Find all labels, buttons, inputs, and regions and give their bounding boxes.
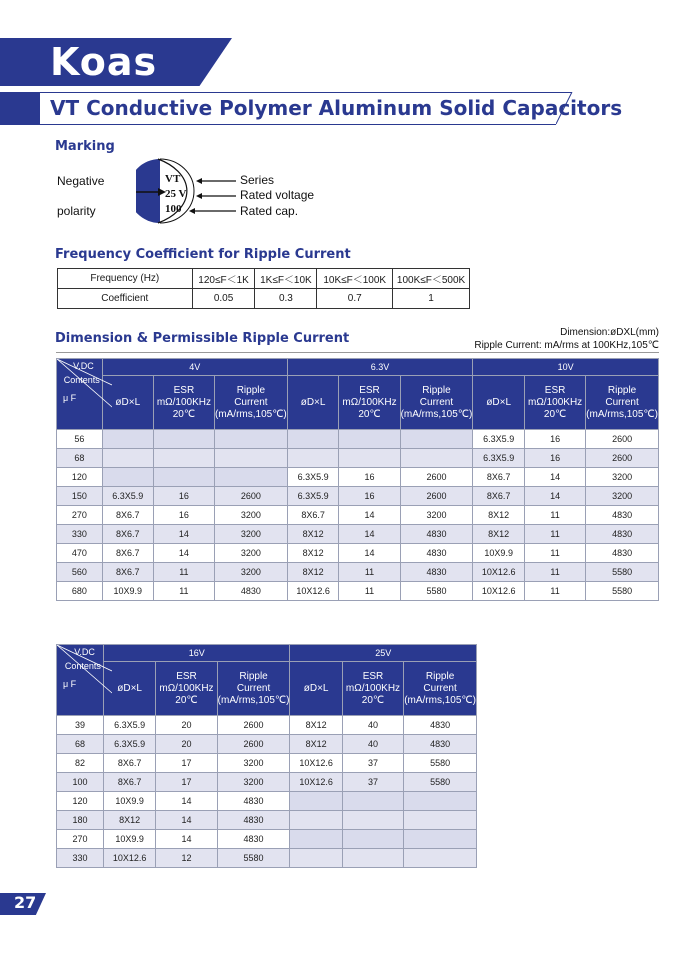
table-row — [57, 544, 659, 563]
negative-label: Negative — [57, 174, 105, 188]
page-title: VT Conductive Polymer Aluminum Solid Capacitors — [50, 96, 623, 120]
corner-vdc-label: V.DC — [73, 361, 94, 371]
voltage-header: 25V — [290, 645, 477, 662]
table-row — [57, 792, 477, 811]
ripple-cell — [214, 430, 287, 449]
dimension-cell: 8X6.7 — [102, 506, 153, 525]
coef-cell: 0.05 — [192, 289, 255, 309]
esr-cell: 16 — [339, 487, 400, 506]
esr-cell: 12 — [156, 849, 217, 868]
title-accent-block — [0, 93, 40, 124]
ripple-cell: 3200 — [214, 506, 287, 525]
esr-cell: 14 — [339, 544, 400, 563]
dimension-cell: 8X6.7 — [103, 754, 155, 773]
ripple-col-header: Ripple Current (mA/rms,105℃) — [400, 376, 473, 430]
dimension-cell: 8X6.7 — [287, 506, 339, 525]
dimension-cell: 10X9.9 — [103, 792, 155, 811]
ripple-cell: 5580 — [404, 773, 477, 792]
esr-cell: 11 — [525, 506, 586, 525]
ripple-cell — [214, 468, 287, 487]
ripple-cell — [400, 430, 473, 449]
esr-cell — [342, 830, 403, 849]
table-row — [57, 449, 659, 468]
esr-cell: 16 — [525, 430, 586, 449]
dimension-cell: 10X9.9 — [102, 582, 153, 601]
esr-cell: 14 — [339, 525, 400, 544]
ripple-cell: 2600 — [400, 468, 473, 487]
dimension-cell: 8X12 — [287, 544, 339, 563]
dimension-cell: 8X6.7 — [102, 525, 153, 544]
capacitance-cell: 56 — [57, 430, 103, 449]
esr-col-header: ESR mΩ/100KHz 20℃ — [342, 662, 403, 716]
ripple-cell: 2600 — [586, 449, 659, 468]
dimension-cell: 8X12 — [290, 716, 342, 735]
ripple-cell: 4830 — [586, 506, 659, 525]
dimension-cell: 8X12 — [473, 525, 525, 544]
freq-heading: Frequency Coefficient for Ripple Current — [55, 247, 351, 262]
capacitance-cell: 180 — [57, 811, 104, 830]
dimension-cell: 6.3X5.9 — [287, 487, 339, 506]
table-row — [57, 735, 477, 754]
ripple-cell: 3200 — [214, 544, 287, 563]
capacitance-cell: 330 — [57, 525, 103, 544]
table-row — [57, 582, 659, 601]
dimension-cell: 6.3X5.9 — [287, 468, 339, 487]
table-corner-header — [57, 645, 104, 716]
esr-col-header: ESR mΩ/100KHz 20℃ — [153, 376, 214, 430]
esr-cell: 40 — [342, 735, 403, 754]
corner-contents-label: Contents — [64, 661, 101, 671]
dimension-note: Dimension:øDXL(mm) — [560, 327, 659, 338]
table-row — [57, 525, 659, 544]
esr-cell: 14 — [525, 487, 586, 506]
voltage-header: 16V — [103, 645, 290, 662]
dimension-cell: 8X12 — [103, 811, 155, 830]
esr-cell — [153, 430, 214, 449]
dimension-cell: 10X9.9 — [473, 544, 525, 563]
dimension-cell: 10X12.6 — [103, 849, 155, 868]
ripple-cell: 5580 — [404, 754, 477, 773]
page-number: 27 — [14, 893, 37, 912]
corner-vdc-label: V.DC — [74, 647, 95, 657]
esr-cell: 14 — [156, 811, 217, 830]
dimension-cell: 8X12 — [290, 735, 342, 754]
dimension-cell — [290, 811, 342, 830]
dimension-col-header: øD×L — [102, 376, 153, 430]
dimension-divider — [56, 352, 659, 353]
ripple-cell: 3200 — [586, 487, 659, 506]
ripple-note: Ripple Current: mA/rms at 100KHz,105℃ — [474, 340, 659, 351]
esr-cell: 20 — [156, 716, 217, 735]
capacitance-cell: 120 — [57, 792, 104, 811]
dimension-col-header: øD×L — [473, 376, 525, 430]
ripple-cell — [404, 830, 477, 849]
ripple-cell: 2600 — [214, 487, 287, 506]
table-row — [57, 487, 659, 506]
capacitance-cell: 330 — [57, 849, 104, 868]
dimension-cell: 10X12.6 — [290, 754, 342, 773]
esr-cell: 16 — [153, 506, 214, 525]
series-label: Series — [240, 173, 275, 187]
dimension-cell — [290, 792, 342, 811]
dimension-cell: 8X6.7 — [103, 773, 155, 792]
corner-uf-label: μ F — [63, 679, 77, 689]
dimension-cell: 6.3X5.9 — [103, 735, 155, 754]
table-row — [57, 773, 477, 792]
ripple-cell: 3200 — [214, 563, 287, 582]
coef-cell: 0.7 — [317, 289, 393, 309]
dimension-cell: 8X6.7 — [102, 544, 153, 563]
ripple-cell — [214, 449, 287, 468]
dimension-cell: 8X12 — [473, 506, 525, 525]
title-rule-top — [0, 92, 572, 93]
ripple-cell: 2600 — [586, 430, 659, 449]
esr-cell: 14 — [339, 506, 400, 525]
freq-range-cell: 100K≤F＜500K — [393, 269, 470, 289]
freq-range-cell: 1K≤F＜10K — [255, 269, 317, 289]
ripple-cell — [404, 792, 477, 811]
table-row — [57, 563, 659, 582]
freq-range-cell: 10K≤F＜100K — [317, 269, 393, 289]
esr-cell: 11 — [525, 525, 586, 544]
dimension-col-header: øD×L — [103, 662, 155, 716]
esr-cell: 16 — [525, 449, 586, 468]
dimension-heading: Dimension & Permissible Ripple Current — [55, 331, 350, 346]
dimension-col-header: øD×L — [287, 376, 339, 430]
ripple-cell: 4830 — [214, 582, 287, 601]
table-row — [57, 468, 659, 487]
esr-col-header: ESR mΩ/100KHz 20℃ — [156, 662, 217, 716]
esr-cell: 14 — [156, 830, 217, 849]
ripple-cell: 3200 — [214, 525, 287, 544]
dimension-col-header: øD×L — [290, 662, 342, 716]
ripple-cell: 3200 — [586, 468, 659, 487]
ripple-cell: 4830 — [586, 544, 659, 563]
table-row — [57, 716, 477, 735]
ripple-cell: 4830 — [586, 525, 659, 544]
dimension-cell — [102, 430, 153, 449]
ripple-cell — [404, 849, 477, 868]
dimension-cell — [102, 449, 153, 468]
freq-row-label: Frequency (Hz) — [58, 269, 193, 289]
esr-col-header: ESR mΩ/100KHz 20℃ — [525, 376, 586, 430]
capacitance-cell: 560 — [57, 563, 103, 582]
ripple-cell: 3200 — [217, 754, 290, 773]
esr-cell: 16 — [339, 468, 400, 487]
dimension-cell: 8X12 — [287, 563, 339, 582]
ripple-col-header: Ripple Current (mA/rms,105℃) — [586, 376, 659, 430]
esr-cell — [342, 792, 403, 811]
voltage-header: 4V — [102, 359, 287, 376]
polarity-label: polarity — [57, 204, 96, 218]
dimension-cell — [287, 430, 339, 449]
esr-cell: 11 — [153, 563, 214, 582]
esr-cell: 11 — [339, 582, 400, 601]
esr-cell: 37 — [342, 773, 403, 792]
ripple-col-header: Ripple Current (mA/rms,105℃) — [404, 662, 477, 716]
dimension-cell: 6.3X5.9 — [473, 430, 525, 449]
esr-cell: 14 — [153, 544, 214, 563]
capacitance-cell: 39 — [57, 716, 104, 735]
esr-cell: 14 — [156, 792, 217, 811]
ripple-cell: 4830 — [404, 716, 477, 735]
ripple-cell: 4830 — [400, 563, 473, 582]
ripple-cell: 2600 — [400, 487, 473, 506]
esr-cell: 11 — [525, 563, 586, 582]
dimension-cell — [287, 449, 339, 468]
capacitance-cell: 270 — [57, 830, 104, 849]
esr-cell: 14 — [525, 468, 586, 487]
esr-cell — [153, 468, 214, 487]
ripple-table-low-voltage — [56, 358, 659, 601]
esr-cell — [342, 811, 403, 830]
dimension-cell: 8X6.7 — [102, 563, 153, 582]
ripple-cell: 4830 — [217, 811, 290, 830]
ripple-table-high-voltage — [56, 644, 477, 868]
capacitance-cell: 120 — [57, 468, 103, 487]
table-row — [57, 849, 477, 868]
coef-cell: 1 — [393, 289, 470, 309]
dimension-cell: 10X9.9 — [103, 830, 155, 849]
ripple-cell: 4830 — [217, 830, 290, 849]
dimension-cell: 8X6.7 — [473, 487, 525, 506]
table-row — [57, 754, 477, 773]
ripple-cell: 4830 — [400, 525, 473, 544]
dimension-cell: 10X12.6 — [473, 563, 525, 582]
ripple-cell: 4830 — [217, 792, 290, 811]
ripple-cell: 5580 — [586, 563, 659, 582]
table-row — [57, 830, 477, 849]
esr-cell: 16 — [153, 487, 214, 506]
dimension-cell: 10X12.6 — [473, 582, 525, 601]
table-row — [57, 506, 659, 525]
capacitance-cell: 680 — [57, 582, 103, 601]
esr-cell: 17 — [156, 773, 217, 792]
dimension-cell: 6.3X5.9 — [103, 716, 155, 735]
table-corner-header — [57, 359, 103, 430]
esr-cell: 11 — [525, 544, 586, 563]
marking-heading: Marking — [55, 139, 115, 154]
ripple-cell — [404, 811, 477, 830]
esr-cell: 14 — [153, 525, 214, 544]
dimension-cell: 10X12.6 — [287, 582, 339, 601]
corner-uf-label: μ F — [63, 393, 77, 403]
capacitance-cell: 150 — [57, 487, 103, 506]
ripple-cell: 4830 — [404, 735, 477, 754]
capacitance-cell: 470 — [57, 544, 103, 563]
esr-cell — [339, 449, 400, 468]
esr-cell: 11 — [153, 582, 214, 601]
esr-cell: 20 — [156, 735, 217, 754]
table-row — [57, 430, 659, 449]
ripple-col-header: Ripple Current (mA/rms,105℃) — [214, 376, 287, 430]
esr-cell: 40 — [342, 716, 403, 735]
ripple-cell: 5580 — [400, 582, 473, 601]
capacitance-cell: 100 — [57, 773, 104, 792]
seal-capacitance: 100 — [165, 203, 182, 215]
seal-voltage: 25 V — [165, 188, 187, 200]
dimension-cell: 6.3X5.9 — [473, 449, 525, 468]
esr-cell — [339, 430, 400, 449]
capacitance-cell: 68 — [57, 449, 103, 468]
title-rule-bottom — [0, 124, 556, 125]
capacitance-cell: 82 — [57, 754, 104, 773]
voltage-header: 10V — [473, 359, 659, 376]
esr-cell: 37 — [342, 754, 403, 773]
freq-range-cell: 120≤F＜1K — [192, 269, 255, 289]
esr-cell: 11 — [525, 582, 586, 601]
dimension-cell: 10X12.6 — [290, 773, 342, 792]
rated-cap-label: Rated cap. — [240, 204, 299, 218]
dimension-cell — [290, 830, 342, 849]
ripple-cell: 2600 — [217, 716, 290, 735]
rated-voltage-label: Rated voltage — [240, 188, 315, 202]
ripple-cell: 4830 — [400, 544, 473, 563]
esr-cell: 17 — [156, 754, 217, 773]
dimension-cell — [290, 849, 342, 868]
dimension-cell — [102, 468, 153, 487]
ripple-cell: 3200 — [217, 773, 290, 792]
frequency-coefficient-table — [57, 268, 470, 309]
ripple-col-header: Ripple Current (mA/rms,105℃) — [217, 662, 290, 716]
capacitance-cell: 68 — [57, 735, 104, 754]
dimension-cell: 6.3X5.9 — [102, 487, 153, 506]
coef-row-label: Coefficient — [58, 289, 193, 309]
brand-logo: Koas — [50, 40, 158, 84]
esr-cell — [153, 449, 214, 468]
ripple-cell: 2600 — [217, 735, 290, 754]
dimension-cell: 8X12 — [287, 525, 339, 544]
capacitance-cell: 270 — [57, 506, 103, 525]
seal-series: VT — [165, 173, 181, 185]
ripple-cell — [400, 449, 473, 468]
ripple-cell: 5580 — [217, 849, 290, 868]
corner-contents-label: Contents — [63, 375, 100, 385]
esr-cell: 11 — [339, 563, 400, 582]
ripple-cell: 3200 — [400, 506, 473, 525]
voltage-header: 6.3V — [287, 359, 473, 376]
table-row — [57, 811, 477, 830]
coef-cell: 0.3 — [255, 289, 317, 309]
esr-cell — [342, 849, 403, 868]
esr-col-header: ESR mΩ/100KHz 20℃ — [339, 376, 400, 430]
dimension-cell: 8X6.7 — [473, 468, 525, 487]
ripple-cell: 5580 — [586, 582, 659, 601]
